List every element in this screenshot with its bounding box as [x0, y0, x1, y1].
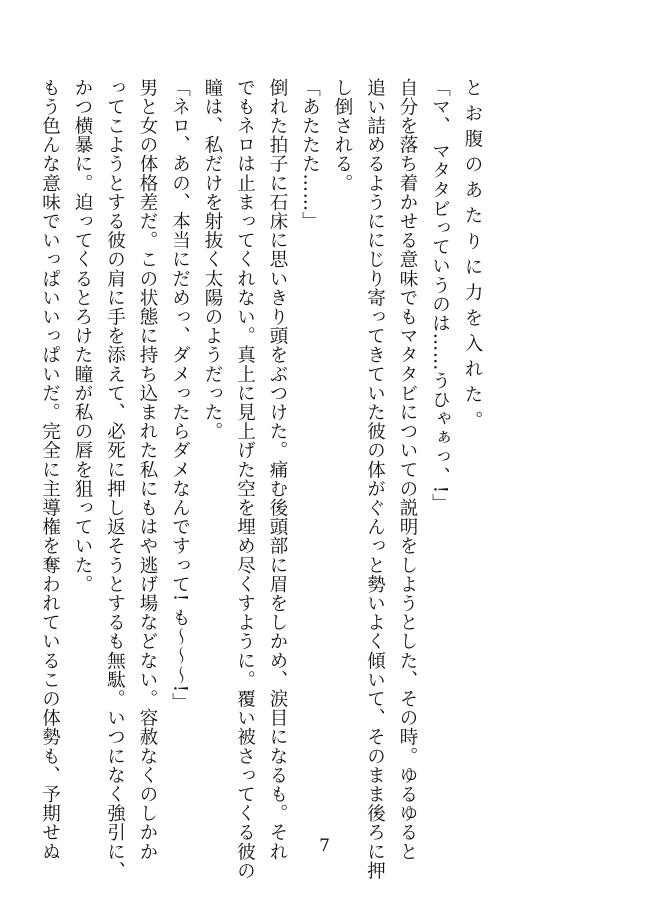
page-number: 7 [319, 836, 330, 856]
text-line-14: もう色んな意味でいっぱいいっぱいだ。完全に主導権を奪われているこの体勢も、予期せぬ [39, 78, 61, 862]
text-line-5: し倒される。 [332, 78, 353, 193]
text-line-9: 瞳は、私だけを射抜く太陽のようだった。 [202, 78, 223, 441]
text-line-8: でもネロは止まってくれない。真上に見上げた空を埋め尽くすように。覆い被さってくる彼の [234, 78, 256, 881]
text-line-10: 「ネロ、あの、本当にだめっ、ダメったらダメなんですって! も〜〜〜!」 [169, 78, 191, 712]
text-line-4: 追い詰めるようににじり寄ってきていた彼の体がぐんっと勢いよく傾いて、そのまま後ろに押 [364, 78, 386, 881]
text-line-2: 「マ、 マタタビっていうのは……うひゃぁっ、!」 [429, 78, 451, 513]
novel-text-body [39, 78, 488, 881]
text-line-3: 自分を落ち着かせる意味でもマタタビについての説明をしようとした、その時。ゆるゆると [397, 78, 418, 862]
text-line-1: と お 腹 の あ た り に 力 を 入 れ た 。 [462, 78, 483, 430]
text-line-13: かつ横暴に。迫ってくるとろけた瞳が私の唇を狙っていた。 [72, 78, 93, 594]
text-line-6: 「あたたた……」 [299, 78, 321, 231]
text-line-11: 男と女の体格差だ。この状態に持ち込まれた私にもはや逃げ場などない。容赦なくのしかか [137, 78, 158, 862]
text-line-12: ってこようとする彼の肩に手を添えて、必死に押し返そうとするも無駄。いつになく強引に、 [104, 78, 126, 881]
text-line-7: 倒れた拍子に石床に思いきり頭をぶつけた。痛む後頭部に眉をしかめ、涙目になるも。それ [267, 78, 288, 862]
